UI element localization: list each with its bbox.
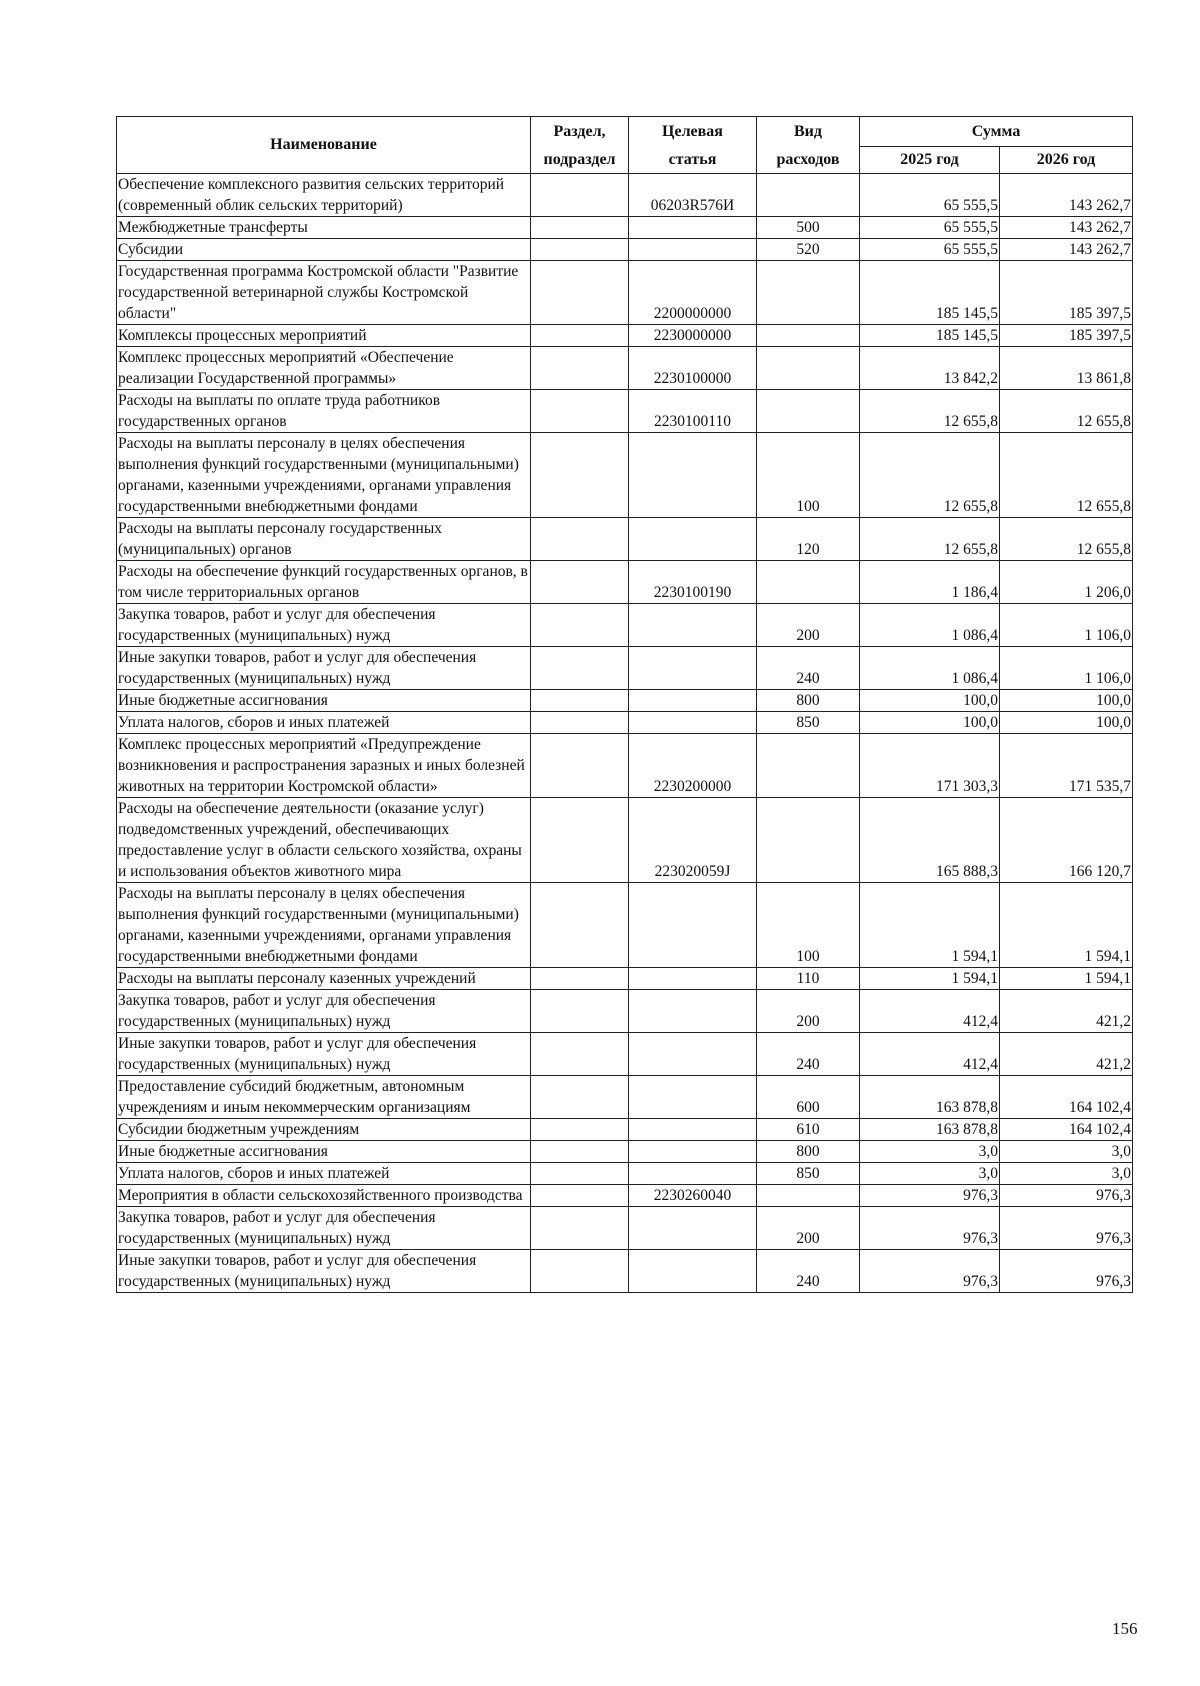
cell-name: Мероприятия в области сельскохозяйственного производства (117, 1185, 531, 1207)
cell-type (757, 734, 860, 798)
table-row (117, 1250, 1133, 1293)
cell-type: 500 (757, 217, 860, 239)
cell-sum-2026: 185 397,5 (1000, 325, 1133, 347)
table-row (117, 217, 1133, 239)
cell-sum-2026: 13 861,8 (1000, 347, 1133, 390)
cell-sum-2026: 1 106,0 (1000, 604, 1133, 647)
cell-sum-2026: 12 655,8 (1000, 433, 1133, 518)
cell-target (629, 433, 757, 518)
cell-section (531, 690, 629, 712)
header-name: Наименование (117, 117, 531, 174)
cell-name: Закупка товаров, работ и услуг для обеспечения государственных (муниципальных) нужд (117, 604, 531, 647)
cell-sum-2026: 100,0 (1000, 690, 1133, 712)
cell-target (629, 968, 757, 990)
table-body (117, 174, 1133, 1293)
cell-target (629, 1076, 757, 1119)
cell-name: Комплекс процессных мероприятий «Обеспечение реализации Государственной программы» (117, 347, 531, 390)
cell-name: Расходы на выплаты персоналу государственных (муниципальных) органов (117, 518, 531, 561)
table-row (117, 1076, 1133, 1119)
cell-sum-2025: 976,3 (860, 1207, 1000, 1250)
cell-sum-2026: 1 206,0 (1000, 561, 1133, 604)
table-row (117, 325, 1133, 347)
table-row (117, 561, 1133, 604)
cell-sum-2025: 165 888,3 (860, 798, 1000, 883)
cell-name: Государственная программа Костромской области "Развитие государственной ветеринарной службы Костромской области" (117, 261, 531, 325)
cell-section (531, 561, 629, 604)
cell-sum-2025: 1 086,4 (860, 604, 1000, 647)
table-row (117, 798, 1133, 883)
cell-sum-2026: 976,3 (1000, 1207, 1133, 1250)
cell-type: 200 (757, 990, 860, 1033)
cell-type (757, 325, 860, 347)
cell-sum-2025: 412,4 (860, 1033, 1000, 1076)
cell-target (629, 883, 757, 968)
cell-target (629, 1250, 757, 1293)
table-row (117, 1207, 1133, 1250)
cell-target (629, 1163, 757, 1185)
cell-target (629, 990, 757, 1033)
table-row (117, 390, 1133, 433)
cell-target (629, 1141, 757, 1163)
cell-sum-2026: 976,3 (1000, 1250, 1133, 1293)
cell-name: Иные бюджетные ассигнования (117, 690, 531, 712)
cell-section (531, 647, 629, 690)
cell-target (629, 1207, 757, 1250)
cell-section (531, 217, 629, 239)
cell-target (629, 1033, 757, 1076)
cell-name: Иные закупки товаров, работ и услуг для обеспечения государственных (муниципальных) нужд (117, 1250, 531, 1293)
cell-name: Закупка товаров, работ и услуг для обеспечения государственных (муниципальных) нужд (117, 1207, 531, 1250)
cell-sum-2025: 13 842,2 (860, 347, 1000, 390)
cell-name: Иные бюджетные ассигнования (117, 1141, 531, 1163)
cell-name: Расходы на выплаты персоналу в целях обеспечения выполнения функций государственными (муниципальными) органами, казенными учреждениями, органами управления государственными внебюджетными фондами (117, 883, 531, 968)
cell-section (531, 239, 629, 261)
cell-type: 240 (757, 647, 860, 690)
cell-section (531, 883, 629, 968)
cell-sum-2026: 185 397,5 (1000, 261, 1133, 325)
cell-name: Закупка товаров, работ и услуг для обеспечения государственных (муниципальных) нужд (117, 990, 531, 1033)
cell-section (531, 1141, 629, 1163)
cell-sum-2026: 421,2 (1000, 990, 1133, 1033)
cell-target: 2230000000 (629, 325, 757, 347)
table-row (117, 990, 1133, 1033)
cell-section (531, 390, 629, 433)
page-number: 156 (1112, 1619, 1138, 1638)
cell-section (531, 1250, 629, 1293)
cell-sum-2026: 1 594,1 (1000, 883, 1133, 968)
cell-type (757, 561, 860, 604)
cell-section (531, 1207, 629, 1250)
cell-sum-2026: 100,0 (1000, 712, 1133, 734)
cell-sum-2025: 65 555,5 (860, 174, 1000, 217)
cell-section (531, 1185, 629, 1207)
cell-sum-2026: 3,0 (1000, 1141, 1133, 1163)
cell-name: Расходы на обеспечение функций государственных органов, в том числе территориальных органов (117, 561, 531, 604)
cell-target (629, 647, 757, 690)
cell-sum-2026: 421,2 (1000, 1033, 1133, 1076)
cell-sum-2026: 164 102,4 (1000, 1119, 1133, 1141)
cell-type: 800 (757, 1141, 860, 1163)
cell-section (531, 968, 629, 990)
cell-sum-2026: 12 655,8 (1000, 518, 1133, 561)
cell-type (757, 1185, 860, 1207)
cell-sum-2025: 1 086,4 (860, 647, 1000, 690)
table-row (117, 239, 1133, 261)
cell-section (531, 990, 629, 1033)
cell-target: 2230260040 (629, 1185, 757, 1207)
cell-name: Расходы на выплаты персоналу казенных учреждений (117, 968, 531, 990)
cell-sum-2025: 412,4 (860, 990, 1000, 1033)
cell-section (531, 518, 629, 561)
cell-name: Предоставление субсидий бюджетным, автономным учреждениям и иным некоммерческим организациям (117, 1076, 531, 1119)
cell-type: 240 (757, 1250, 860, 1293)
cell-section (531, 261, 629, 325)
table-row (117, 1141, 1133, 1163)
header-sum: Сумма (860, 117, 1133, 147)
cell-sum-2026: 12 655,8 (1000, 390, 1133, 433)
cell-sum-2025: 163 878,8 (860, 1076, 1000, 1119)
cell-type: 610 (757, 1119, 860, 1141)
cell-type: 200 (757, 604, 860, 647)
cell-target (629, 217, 757, 239)
cell-target (629, 1119, 757, 1141)
cell-section (531, 604, 629, 647)
cell-sum-2026: 143 262,7 (1000, 239, 1133, 261)
cell-name: Межбюджетные трансферты (117, 217, 531, 239)
cell-section (531, 734, 629, 798)
table-row (117, 883, 1133, 968)
table-row (117, 261, 1133, 325)
cell-name: Расходы на выплаты персоналу в целях обеспечения выполнения функций государственными (муниципальными) органами, казенными учреждениями, органами управления государственными внебюджетными фондами (117, 433, 531, 518)
table-row (117, 604, 1133, 647)
cell-type (757, 261, 860, 325)
cell-sum-2026: 1 106,0 (1000, 647, 1133, 690)
cell-sum-2025: 65 555,5 (860, 217, 1000, 239)
cell-sum-2025: 185 145,5 (860, 325, 1000, 347)
cell-sum-2025: 1 594,1 (860, 883, 1000, 968)
cell-name: Комплекс процессных мероприятий «Предупреждение возникновения и распространения заразных и иных болезней животных на территории Костромской области» (117, 734, 531, 798)
cell-name: Уплата налогов, сборов и иных платежей (117, 712, 531, 734)
cell-type: 520 (757, 239, 860, 261)
cell-sum-2025: 100,0 (860, 712, 1000, 734)
cell-target: 2230100190 (629, 561, 757, 604)
cell-target (629, 518, 757, 561)
cell-sum-2025: 12 655,8 (860, 390, 1000, 433)
cell-type: 800 (757, 690, 860, 712)
cell-type: 100 (757, 883, 860, 968)
cell-type: 850 (757, 712, 860, 734)
cell-sum-2026: 143 262,7 (1000, 217, 1133, 239)
cell-sum-2025: 12 655,8 (860, 433, 1000, 518)
cell-sum-2026: 976,3 (1000, 1185, 1133, 1207)
cell-sum-2025: 171 303,3 (860, 734, 1000, 798)
cell-sum-2026: 171 535,7 (1000, 734, 1133, 798)
header-year-2026: 2026 год (1000, 147, 1133, 174)
cell-sum-2025: 976,3 (860, 1250, 1000, 1293)
cell-sum-2025: 65 555,5 (860, 239, 1000, 261)
cell-sum-2025: 1 594,1 (860, 968, 1000, 990)
cell-type: 200 (757, 1207, 860, 1250)
cell-target: 2230100000 (629, 347, 757, 390)
cell-target: 2200000000 (629, 261, 757, 325)
cell-type (757, 390, 860, 433)
cell-sum-2026: 164 102,4 (1000, 1076, 1133, 1119)
cell-type (757, 174, 860, 217)
table-row (117, 968, 1133, 990)
cell-name: Субсидии (117, 239, 531, 261)
table-row (117, 734, 1133, 798)
cell-section (531, 712, 629, 734)
cell-sum-2025: 3,0 (860, 1141, 1000, 1163)
table-row (117, 690, 1133, 712)
cell-sum-2026: 1 594,1 (1000, 968, 1133, 990)
budget-table (116, 116, 1133, 1293)
cell-type: 240 (757, 1033, 860, 1076)
cell-section (531, 1163, 629, 1185)
cell-section (531, 347, 629, 390)
table-row (117, 1119, 1133, 1141)
header-year-2025: 2025 год (860, 147, 1000, 174)
table-row (117, 1185, 1133, 1207)
cell-name: Уплата налогов, сборов и иных платежей (117, 1163, 531, 1185)
header-type-line2: расходов (757, 147, 860, 174)
table-row (117, 347, 1133, 390)
cell-target: 2230100110 (629, 390, 757, 433)
table-row (117, 1163, 1133, 1185)
header-section-line1: Раздел, (531, 117, 629, 147)
table-row (117, 518, 1133, 561)
cell-sum-2026: 143 262,7 (1000, 174, 1133, 217)
cell-type (757, 347, 860, 390)
cell-section (531, 325, 629, 347)
cell-section (531, 433, 629, 518)
cell-section (531, 174, 629, 217)
cell-type: 110 (757, 968, 860, 990)
cell-sum-2026: 166 120,7 (1000, 798, 1133, 883)
cell-name: Расходы на выплаты по оплате труда работников государственных органов (117, 390, 531, 433)
cell-sum-2025: 3,0 (860, 1163, 1000, 1185)
cell-type: 100 (757, 433, 860, 518)
cell-type (757, 798, 860, 883)
table-row (117, 1033, 1133, 1076)
cell-name: Обеспечение комплексного развития сельских территорий (современный облик сельских территорий) (117, 174, 531, 217)
cell-target (629, 604, 757, 647)
cell-sum-2025: 976,3 (860, 1185, 1000, 1207)
cell-target: 2230200000 (629, 734, 757, 798)
cell-target: 223020059J (629, 798, 757, 883)
cell-name: Комплексы процессных мероприятий (117, 325, 531, 347)
cell-target (629, 712, 757, 734)
cell-section (531, 1119, 629, 1141)
cell-name: Иные закупки товаров, работ и услуг для обеспечения государственных (муниципальных) нужд (117, 1033, 531, 1076)
cell-section (531, 1076, 629, 1119)
table-header (117, 117, 1133, 174)
cell-name: Субсидии бюджетным учреждениям (117, 1119, 531, 1141)
table-row (117, 433, 1133, 518)
table-row (117, 174, 1133, 217)
cell-section (531, 798, 629, 883)
cell-target: 06203R576И (629, 174, 757, 217)
cell-name: Иные закупки товаров, работ и услуг для обеспечения государственных (муниципальных) нужд (117, 647, 531, 690)
cell-sum-2025: 185 145,5 (860, 261, 1000, 325)
cell-type: 120 (757, 518, 860, 561)
cell-target (629, 239, 757, 261)
header-target-line1: Целевая (629, 117, 757, 147)
cell-type: 600 (757, 1076, 860, 1119)
cell-type: 850 (757, 1163, 860, 1185)
cell-target (629, 690, 757, 712)
cell-sum-2025: 163 878,8 (860, 1119, 1000, 1141)
table-row (117, 647, 1133, 690)
cell-name: Расходы на обеспечение деятельности (оказание услуг) подведомственных учреждений, обеспечивающих предоставление услуг в области сельского хозяйства, охраны и использования объектов животного мира (117, 798, 531, 883)
cell-sum-2025: 100,0 (860, 690, 1000, 712)
cell-section (531, 1033, 629, 1076)
cell-sum-2026: 3,0 (1000, 1163, 1133, 1185)
header-type-line1: Вид (757, 117, 860, 147)
header-target-line2: статья (629, 147, 757, 174)
header-section-line2: подраздел (531, 147, 629, 174)
cell-sum-2025: 1 186,4 (860, 561, 1000, 604)
table-row (117, 712, 1133, 734)
cell-sum-2025: 12 655,8 (860, 518, 1000, 561)
